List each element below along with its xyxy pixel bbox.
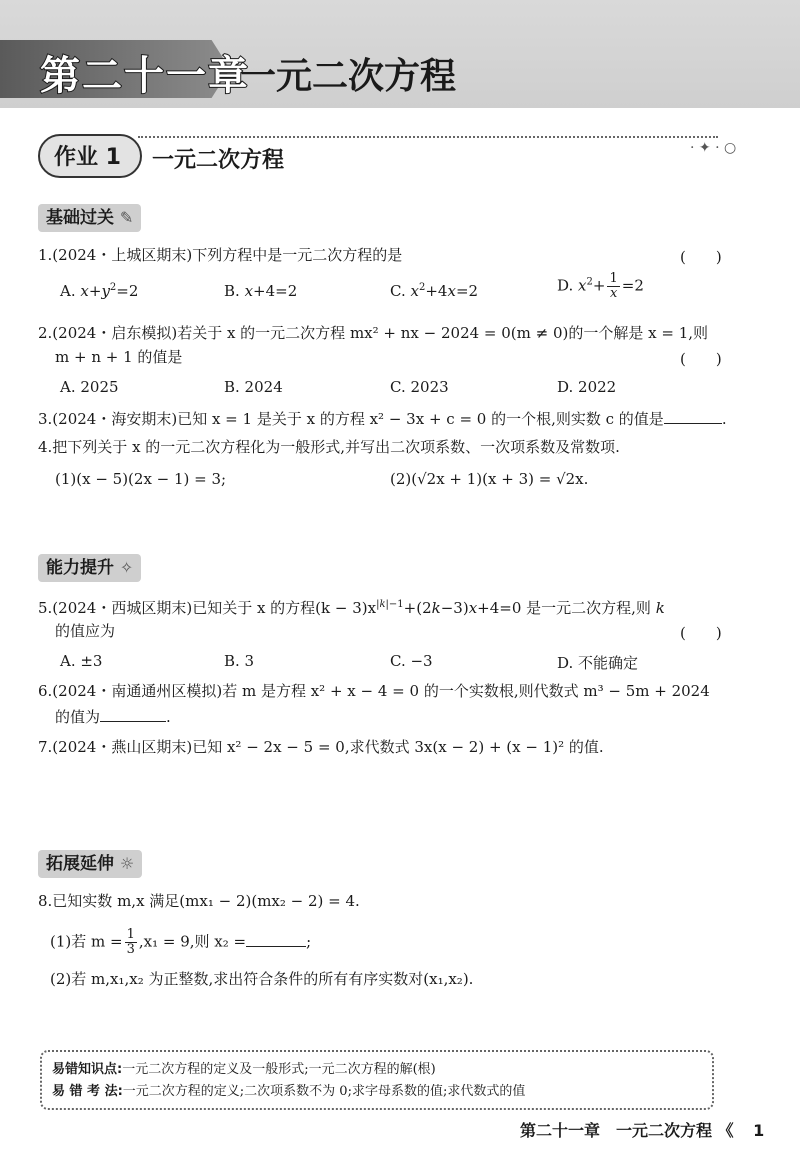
q3-stem-text: 3.(2024・海安期末)已知 x = 1 是关于 x 的方程 x² − 3x + c = 0 的一个根,则实数 c 的值是 <box>38 410 664 428</box>
sparkle-pen-icon: ✧ <box>119 558 134 577</box>
q4-part2: (2)(√2x + 1)(x + 3) = √2x. <box>390 470 589 488</box>
section-basic <box>38 204 141 232</box>
q3-answer-blank[interactable] <box>664 423 722 424</box>
section-improve <box>38 554 141 582</box>
tip-method <box>52 1080 525 1099</box>
q1-option-d-label: D. <box>557 276 574 295</box>
q3-stem: 3.(2024・海安期末)已知 x = 1 是关于 x 的方程 x² − 3x + c = 0 的一个根,则实数 c 的值是 . <box>38 410 727 428</box>
q6-stem-line1: 6.(2024・南通通州区模拟)若 m 是方程 x² + x − 4 = 0 的一个实数根,则代数式 m³ − 5m + 2024 <box>38 682 710 700</box>
chapter-number: 第二十一章 <box>40 53 250 99</box>
chapter-title: 一元二次方程 <box>240 56 457 97</box>
section-basic-label: 基础过关 <box>46 208 114 228</box>
homework-title: 一元二次方程 <box>152 148 285 173</box>
q1-option-c: C. $x^2+4x=2$ <box>390 282 479 300</box>
q4-part1: (1)(x − 5)(2x − 1) = 3; <box>55 470 227 488</box>
tip-knowledge-key: 易错知识点: <box>52 1062 123 1077</box>
q2-option-d: D. 2022 <box>557 378 617 396</box>
q5-stem-text: 5.(2024・西城区期末)已知关于 x 的方程(k − 3)x <box>38 599 377 617</box>
q5-stem-line1: 5.(2024・西城区期末)已知关于 x 的方程$(k - 3)x^{|k|-1}+(2k-3)x+4=0$ 是一元二次方程,则 k <box>38 599 665 617</box>
tip-knowledge-value: 一元二次方程的定义及一般形式;一元二次方程的解(根) <box>122 1062 436 1077</box>
q6-stem-line2: 的值为 . <box>55 708 171 726</box>
q6-answer-blank[interactable] <box>100 721 166 722</box>
lightbulb-icon: ☼ <box>119 854 135 873</box>
q6-stem-text: 的值为 <box>55 708 101 726</box>
q1-stem: 1.(2024・上城区期末)下列方程中是一元二次方程的是 <box>38 246 403 264</box>
q1-option-b: B. x+4=2 <box>224 282 298 300</box>
q2-option-b: B. 2024 <box>224 378 283 396</box>
q2-option-c: C. 2023 <box>390 378 449 396</box>
q1-option-a-label: A. <box>60 282 76 300</box>
q4-stem: 4.把下列关于 x 的一元二次方程化为一般形式,并写出二次项系数、一次项系数及常数项. <box>38 438 620 456</box>
tip-method-value: 一元二次方程的定义;二次项系数不为 0;求字母系数的值;求代数式的值 <box>122 1084 526 1099</box>
section-extend-label: 拓展延伸 <box>46 854 114 874</box>
q5-option-b: B. 3 <box>224 652 255 670</box>
q8-stem: 8.已知实数 m,x 满足(mx₁ − 2)(mx₂ − 2) = 4. <box>38 892 360 910</box>
q1-option-b-label: B. <box>224 282 240 300</box>
q2-answer-paren: ( ) <box>680 350 722 368</box>
q8-part1: (1)若 m = $\frac{1}{3}$ ,x₁ = 9,则 x₂ = ; <box>50 927 312 957</box>
q2-option-a: A. 2025 <box>60 378 119 396</box>
q1-answer-paren: ( ) <box>680 248 722 266</box>
section-extend <box>38 850 142 878</box>
sparkle-icon: · ✦ · ○ <box>690 140 737 156</box>
tip-method-key: 易 错 考 法: <box>52 1084 123 1099</box>
q2-stem-line2: m + n + 1 的值是 <box>55 348 183 366</box>
q5-option-d: D. 不能确定 <box>557 654 639 672</box>
q7-stem: 7.(2024・燕山区期末)已知 x² − 2x − 5 = 0,求代数式 3x(x − 2) + (x − 1)² 的值. <box>38 738 604 756</box>
footer-chapter: 第二十一章 一元二次方程 《 <box>520 1121 734 1140</box>
q8-answer-blank[interactable] <box>246 946 306 947</box>
q8-part1-text-a: (1)若 m = <box>50 932 123 951</box>
tip-knowledge <box>52 1058 436 1077</box>
q5-option-c: C. −3 <box>390 652 433 670</box>
q5-stem-line2: 的值应为 <box>55 622 116 640</box>
q2-stem-line1: 2.(2024・启东模拟)若关于 x 的一元二次方程 mx² + nx − 2024 = 0(m ≠ 0)的一个解是 x = 1,则 <box>38 324 709 342</box>
q1-option-a: A. $x+y^2=2$ <box>60 282 139 300</box>
q5-option-a: A. ±3 <box>60 652 103 670</box>
title-dotted-line <box>138 136 718 139</box>
q8-part2: (2)若 m,x₁,x₂ 为正整数,求出符合条件的所有有序实数对(x₁,x₂). <box>50 970 474 988</box>
homework-label: 作业 1 <box>54 145 121 170</box>
pencil-icon: ✎ <box>119 208 134 227</box>
page-number: 1 <box>753 1121 765 1140</box>
section-improve-label: 能力提升 <box>46 558 114 578</box>
q1-option-d: D. $x^2+$ $\frac{1}{x}$ =2 <box>557 271 644 301</box>
q5-answer-paren: ( ) <box>680 624 722 642</box>
q8-part1-text-b: ,x₁ = 9,则 x₂ = <box>138 932 247 951</box>
q1-option-c-label: C. <box>390 282 406 300</box>
page-footer <box>520 1118 764 1141</box>
